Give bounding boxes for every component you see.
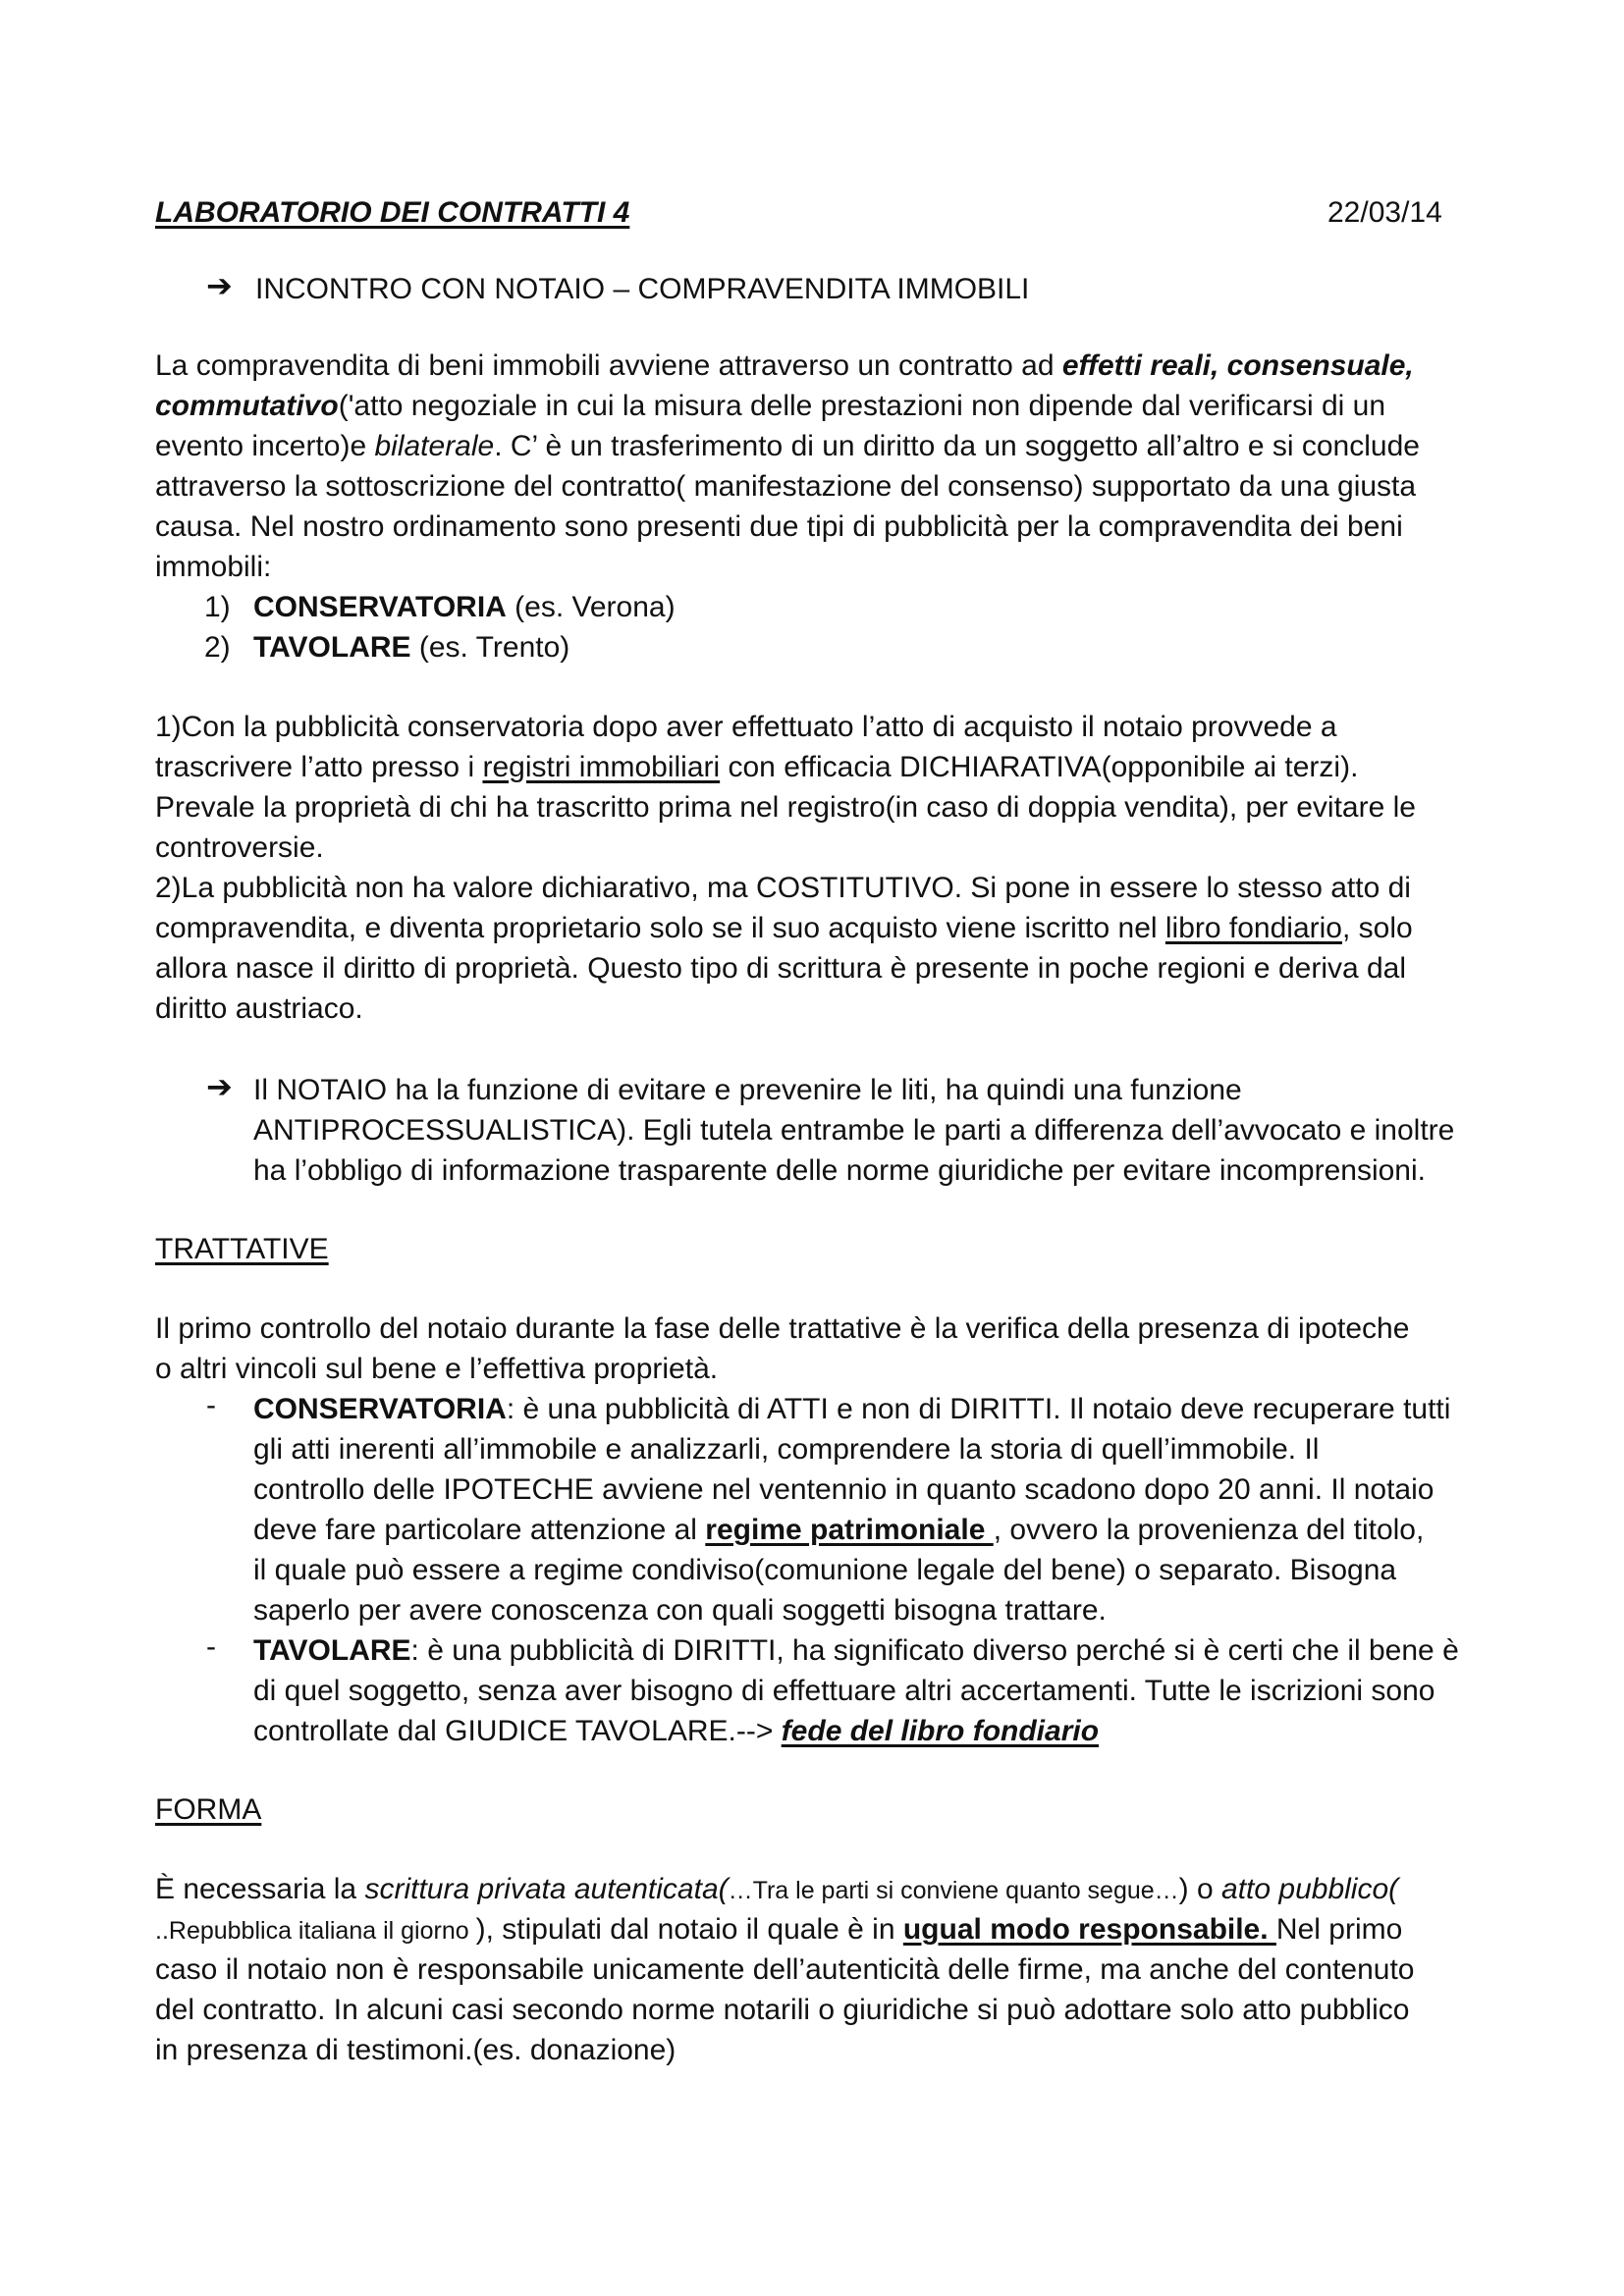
p1-line-1: 1)Con la pubblicità conservatoria dopo aver effettuato l’atto di acquisto il notaio provvede a (155, 711, 1337, 743)
arrow-right-icon: ➔ (206, 268, 233, 303)
conservatoria-line-3: controllo delle IPOTECHE avviene nel ventennio in quanto scadono dopo 20 anni. Il notaio (253, 1473, 1435, 1506)
conservatoria-line-6: saperlo per avere conoscenza con quali soggetti bisogna trattare. (253, 1594, 1107, 1627)
trattative-heading: TRATTATIVE (155, 1233, 329, 1265)
intro-line-3: evento incerto)e bilaterale. C’ è un trasferimento di un diritto da un soggetto all’altro e si conclude (155, 430, 1420, 462)
list-item-text: TAVOLARE (es. Trento) (253, 631, 570, 664)
p1-line-4: controversie. (155, 831, 324, 864)
p1-line-2: trascrivere l’atto presso i registri immobiliari con efficacia DICHIARATIVA(opponibile ai terzi). (155, 751, 1359, 783)
intro-line-6: immobili: (155, 551, 272, 583)
trattative-line-1: Il primo controllo del notaio durante la fase delle trattative è la verifica della presenza di ipoteche (155, 1312, 1410, 1345)
intro-line-1: La compravendita di beni immobili avviene attraverso un contratto ad effetti reali, consensuale, (155, 349, 1414, 382)
forma-line-2: ..Repubblica italiana il giorno ), stipulati dal notaio il quale è in ugual modo responsabile. Nel primo (155, 1913, 1403, 1946)
trattative-line-2: o altri vincoli sul bene e l’effettiva proprietà. (155, 1353, 719, 1385)
p1-line-5: 2)La pubblicità non ha valore dichiarativo, ma COSTITUTIVO. Si pone in essere lo stesso atto di (155, 872, 1411, 904)
intro-line-5: causa. Nel nostro ordinamento sono presenti due tipi di pubblicità per la compravendita dei beni (155, 510, 1403, 543)
intro-line-2: commutativo('atto negoziale in cui la misura delle prestazioni non dipende dal verificarsi di un (155, 390, 1386, 422)
forma-line-4: del contratto. In alcuni casi secondo norme notarili o giuridiche si può adottare solo atto pubblico (155, 1994, 1410, 2026)
list-item: 1) (204, 591, 231, 623)
forma-heading: FORMA (155, 1793, 262, 1826)
conservatoria-line-2: gli atti inerenti all’immobile e analizzarli, comprendere la storia di quell’immobile. Il (253, 1433, 1320, 1466)
section-subtitle: INCONTRO CON NOTAIO – COMPRAVENDITA IMMOBILI (255, 273, 1030, 305)
tavolare-line-1: TAVOLARE: è una pubblicità di DIRITTI, ha significato diverso perché si è certi che il bene è (253, 1634, 1459, 1667)
notaio-line-1: Il NOTAIO ha la funzione di evitare e prevenire le liti, ha quindi una funzione (253, 1074, 1242, 1106)
list-item-text: CONSERVATORIA (es. Verona) (253, 591, 676, 623)
bullet-dash: - (206, 1630, 216, 1663)
forma-line-1: È necessaria la scrittura privata autenticata(…Tra le parti si conviene quanto segue…) o atto pubblico( (155, 1873, 1399, 1905)
p1-line-7: allora nasce il diritto di proprietà. Questo tipo di scrittura è presente in poche regioni e deriva dal (155, 952, 1407, 985)
conservatoria-line-4: deve fare particolare attenzione al regime patrimoniale , ovvero la provenienza del titolo, (253, 1514, 1425, 1546)
tavolare-line-3: controllate dal GIUDICE TAVOLARE.--> fede del libro fondiario (253, 1715, 1100, 1747)
bullet-dash: - (206, 1389, 216, 1421)
notaio-line-3: ha l’obbligo di informazione trasparente delle norme giuridiche per evitare incomprensioni. (253, 1154, 1426, 1187)
p1-line-6: compravendita, e diventa proprietario solo se il suo acquisto viene iscritto nel libro fondiario, solo (155, 912, 1413, 944)
forma-line-5: in presenza di testimoni.(es. donazione) (155, 2034, 677, 2066)
intro-line-4: attraverso la sottoscrizione del contratto( manifestazione del consenso) supportato da una giusta (155, 470, 1417, 503)
conservatoria-line-5: il quale può essere a regime condiviso(comunione legale del bene) o separato. Bisogna (253, 1554, 1397, 1586)
document-title: LABORATORIO DEI CONTRATTI 4 (155, 196, 630, 229)
p1-line-3: Prevale la proprietà di chi ha trascritto prima nel registro(in caso di doppia vendita), per evitare le (155, 791, 1416, 824)
p1-line-8: diritto austriaco. (155, 992, 363, 1025)
arrow-right-icon: ➔ (206, 1069, 233, 1104)
forma-line-3: caso il notaio non è responsabile unicamente dell’autenticità delle firme, ma anche del contenuto (155, 1953, 1415, 1986)
document-date: 22/03/14 (1327, 196, 1442, 229)
conservatoria-line-1: CONSERVATORIA: è una pubblicità di ATTI e non di DIRITTI. Il notaio deve recuperare tutti (253, 1393, 1451, 1425)
list-item: 2) (204, 631, 231, 664)
notaio-line-2: ANTIPROCESSUALISTICA). Egli tutela entrambe le parti a differenza dell’avvocato e inoltre (253, 1114, 1455, 1147)
tavolare-line-2: di quel soggetto, senza aver bisogno di effettuare altri accertamenti. Tutte le iscrizioni sono (253, 1675, 1435, 1707)
